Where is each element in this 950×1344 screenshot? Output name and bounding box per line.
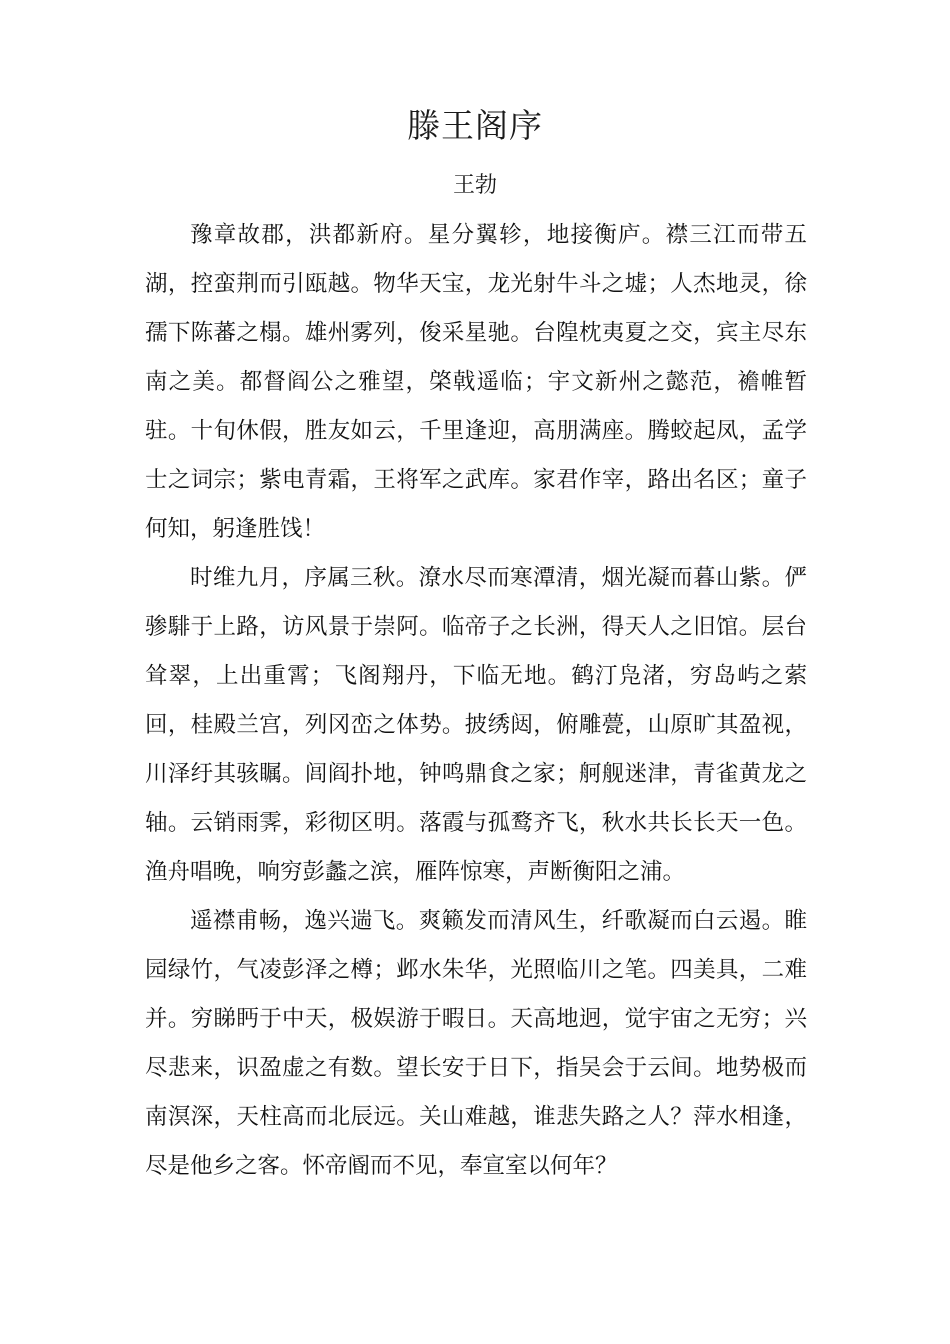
document-author: 王勃	[452, 173, 497, 198]
paragraph-1: 豫章故郡，洪都新府。星分翼轸，地接衡庐。襟三江而带五湖，控蛮荆而引瓯越。物华天宝，龙光射牛斗之墟；人杰地灵，徐孺下陈蕃之榻。雄州雾列，俊采星驰。台隍枕夷夏之交，宾主尽东南之美。都督阎公之雅望，棨戟遥临；宇文新州之懿范，襜帷暂驻。十旬休假，胜友如云，千里逢迎，高朋满座。腾蛟起凤，孟学士之词宗；紫电青霜，王将军之武库。家君作宰，路出名区；童子何知，躬逢胜饯！	[145, 222, 807, 542]
document-title: 滕王阁序	[407, 106, 543, 145]
paragraph-3: 遥襟甫畅，逸兴遄飞。爽籁发而清风生，纤歌凝而白云遏。睢园绿竹，气凌彭泽之樽；邺水朱华，光照临川之笔。四美具，二难并。穷睇眄于中天，极娱游于暇日。天高地迥，觉宇宙之无穷；兴尽悲来，识盈虚之有数。望长安于日下，指吴会于云间。地势极而南溟深，天柱高而北辰远。关山难越，谁悲失路之人？萍水相逢，尽是他乡之客。怀帝阍而不见，奉宣室以何年？	[145, 908, 807, 1179]
paragraph-2: 时维九月，序属三秋。潦水尽而寒潭清，烟光凝而暮山紫。俨骖騑于上路，访风景于崇阿。临帝子之长洲，得天人之旧馆。层台耸翠，上出重霄；飞阁翔丹，下临无地。鹤汀凫渚，穷岛屿之萦回，桂殿兰宫，列冈峦之体势。披绣闼，俯雕甍，山原旷其盈视，川泽纡其骇瞩。闾阎扑地，钟鸣鼎食之家；舸舰迷津，青雀黄龙之轴。云销雨霁，彩彻区明。落霞与孤鹜齐飞，秋水共长长天一色。渔舟唱晚，响穷彭蠡之滨，雁阵惊寒，声断衡阳之浦。	[145, 565, 807, 885]
document-body	[145, 211, 807, 1191]
